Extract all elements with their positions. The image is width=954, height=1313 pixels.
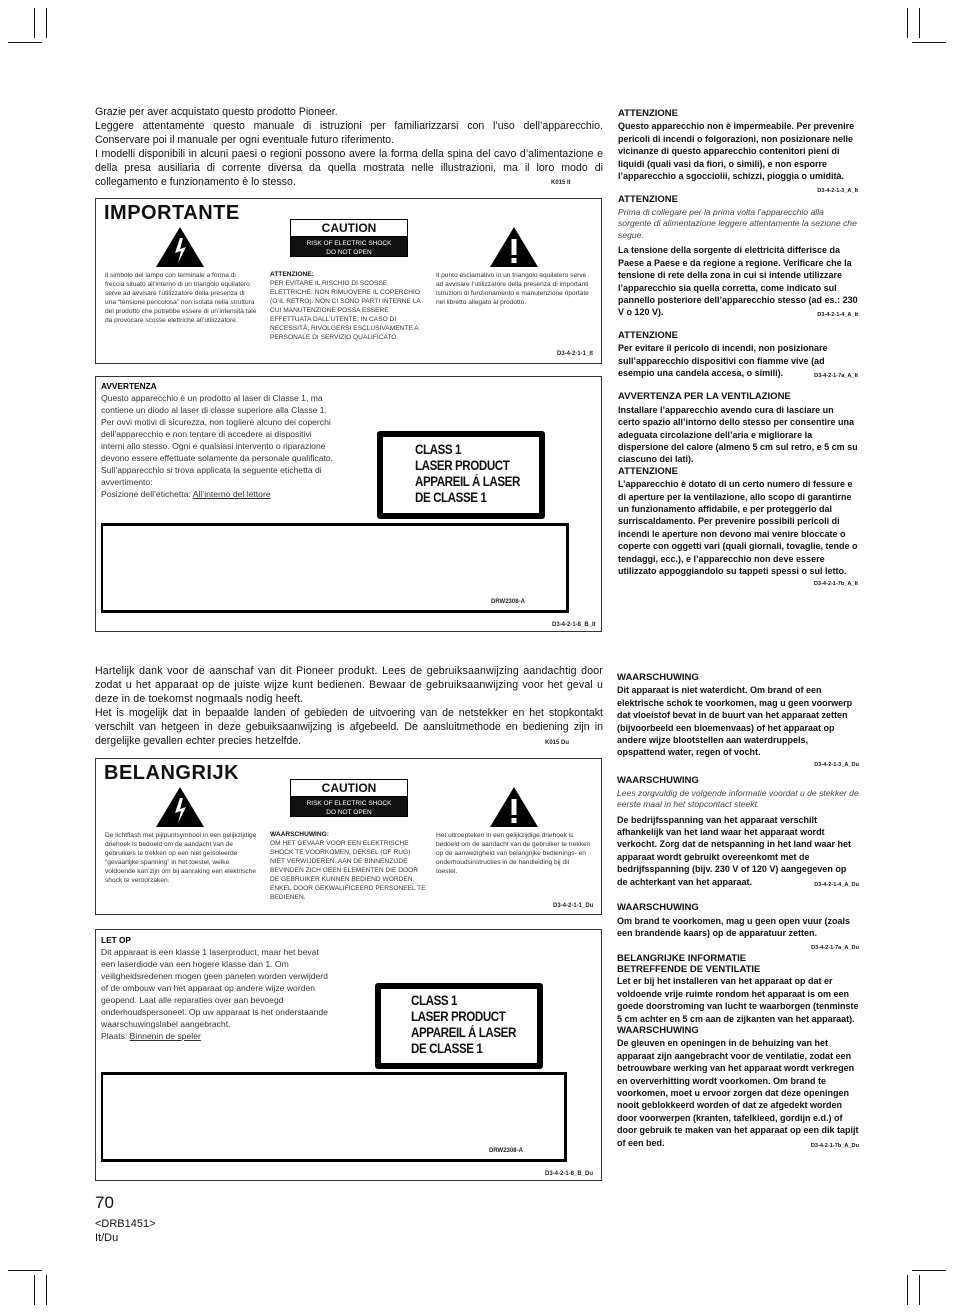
notice-block [617, 902, 859, 952]
important-title: BELANGRIJK [104, 762, 240, 784]
right-column-du [617, 672, 859, 1152]
laser-warning-box [95, 929, 602, 1181]
laser-warning-box [95, 376, 602, 632]
crop-mark [919, 8, 920, 38]
notice-title: WAARSCHUWING [617, 775, 699, 787]
intro-paragraph: I modelli disponibili in alcuni paesi o regioni possono avere la forma della spina del cavo d’alimentazione e della presa ausiliaria di corrente diversa da quella mostrata nelle illustrazioni, ma il loro modo di collegamento e funzionamento è lo stesso. [95, 148, 603, 188]
reference-code: D3-4-2-1-7a_A_It [814, 373, 858, 379]
crop-mark [46, 8, 47, 38]
lightning-triangle-icon [154, 225, 206, 269]
label-position-value: Binnenin de speler [129, 1031, 201, 1041]
caution-explanation-title: ATTENZIONE: [270, 271, 314, 278]
exclamation-explanation: Il punto esclamativo in un triangolo equilatero serve ad avvisare l’utilizzatore della presenza di importanti istruzioni di funzionamento e manutenzione riportate nel libretto allegato al prodotto. [436, 272, 589, 306]
notice-body: Per evitare il pericolo di incendi, non posizionare sull’apparecchio dispositivi con fiamme vive (ad esempio una candela accesa, o simili). D3-4-2-1-7a_A_It [618, 342, 858, 379]
reference-code: D3-4-2-1-3_A_Du [814, 761, 859, 768]
crop-mark [907, 8, 908, 38]
crop-mark [46, 1275, 47, 1305]
laser-label-line: APPAREIL Á LASER [411, 1025, 516, 1040]
notice-body: Dit apparaat is niet waterdicht. Om brand of een elektrische schok te voorkomen, mag u geen voorwerp dat vloeistof bevat in de buurt van het apparaat zetten (bijvoorbeeld een bloemenvaas) of het apparaat op andere wijze blootstellen aan waterdruppels, opspattend water, regen of vocht. [617, 685, 853, 758]
notice-title: ATTENZIONE [618, 108, 678, 119]
class1-laser-label [375, 983, 543, 1069]
laser-label-line: LASER PRODUCT [415, 458, 510, 473]
label-code: DRW2308-A [489, 1148, 523, 1154]
laser-label-line: DE CLASSE 1 [415, 490, 487, 505]
crop-mark [34, 1275, 35, 1305]
model-code: <DRB1451> [95, 1218, 156, 1230]
reference-code: D3-4-2-1-8_B_Du [545, 1171, 594, 1177]
reference-code: D3-4-2-1-7a_A_Du [811, 945, 859, 952]
lightning-explanation: De lichtflash met pijlpuntsymbool in een gelijkzijdige driehoek is bedoeld om de aandacht van de gebruikers te trekken op een niet geïsoleerde “gevaarlijke spanning” in het toestel, welke voldoende kan zijn om bij aanraking een elektrische shock te veroorzaken. [105, 832, 257, 884]
caution-explanation-text: OM HET GEVAAR VOOR EEN ELEKTRISCHE SHOCK TE VOORKOMEN, DEKSEL (OF RUG) NIET VERWIJDEREN. AAN DE BINNENZIJDE BEVINDEN ZICH GEEN ELEMENTEN DIE DOOR DE GEBRUIKER KUNNEN BEDIEND WORDEN. ENKEL DOOR GEKWALIFICEERD PERSONEEL TE BEDIENEN. [270, 840, 426, 901]
exclamation-triangle-icon [488, 225, 540, 269]
caution-subtitle [291, 237, 407, 256]
notice-body: De bedrijfsspanning van het apparaat verschilt afhankelijk van het land waar het apparaat wordt verkocht. Zorg dat de netspanning in het land waar het apparaat wordt gebruikt overeenkomt met de bedrijfsspanning (bijv. 230 V of 120 V) aangegeven op de achterkant van het apparaat. D3-4-2-1-4_A_Du [617, 814, 859, 888]
laser-warning-text [101, 380, 336, 500]
caution-sub1: RISK OF ELECTRIC SHOCK [306, 800, 392, 807]
notice-body: L’apparecchio è dotato di un certo numero di fessure e di aperture per la ventilazione, allo scopo di garantirne un funzionamento affidabile, e per proteggerlo dal surriscaldamento. Per prevenire possibili pericoli di incendi le aperture non devono mai venire bloccate o coperte con oggetti vari (quali giornali, tovaglie, tende o tendaggi, ecc.), e l’apparecchio non deve essere utilizzato appoggiandolo su tappeti spessi o sul letto. [618, 479, 858, 577]
reference-code: D3-4-2-1-1_It [557, 351, 594, 357]
caution-explanation [270, 830, 426, 902]
lightning-explanation: Il simbolo del lampo con terminale a forma di freccia situato all’interno di un triangolo equilatero serve ad avvisare l’utilizzatore della presenza di una “tensione pericolosa” non isolata nella struttura del prodotto che potrebbe essere di un’intensità tale da provocare scosse elettriche all’utilizzatore. [105, 272, 257, 324]
notice-block [617, 672, 859, 771]
reference-code: K015 Du [545, 740, 570, 746]
label-position-value: All’interno del lettore [192, 489, 271, 499]
notice-body: De gleuven en openingen in de behuizing van het apparaat zijn aangebracht voor de ventilatie, zodat een betrouwbare werking van het apparaat wordt verkregen en oververhitting wordt voorkomen. Om brand te voorkomen, moet u ervoor zorgen dat deze openingen nooit geblokkeerd worden of dat ze afgedekt worden door voorwerpen (kranten, tafelkleed, gordijn e.d.) of door gebruik te maken van het apparaat op een dik tapijt of een bed. D3-4-2-1-7b_A_Du [617, 1037, 859, 1149]
label-code: DRW2308-A [491, 599, 525, 605]
important-title: IMPORTANTE [104, 202, 240, 224]
notice-body: Installare l’apparecchio avendo cura di lasciare un certo spazio all’intorno dello stesso per consentire una adeguata circolazione dell’aria e migliorare la dispersione del calore (almeno 5 cm sul retro, e 5 cm su ciascuno dei lati). [618, 404, 858, 465]
notice-title: WAARSCHUWING [617, 902, 699, 914]
notice-title: AVVERTENZA PER LA VENTILAZIONE [618, 391, 791, 403]
crop-mark [8, 42, 42, 43]
laser-warning-body: Questo apparecchio è un prodotto al laser di Classe 1, ma contiene un diodo al laser di classe superiore alla Classe 1. Per ovvi motivi di sicurezza, non togliere alcuno dei coperchi dell’apparecchio e non tentare di accedere ai dispositivi interni allo stesso. Ogni e qualsiasi intervento o riparazione devono essere effettuate solamente da personale qualificato. Sull’apparecchio si trova applicata la seguente etichetta di avvertimento: [101, 393, 334, 487]
laser-label-line: APPAREIL Á LASER [415, 474, 520, 489]
reference-code: D3-4-2-1-4_A_Du [814, 881, 859, 888]
laser-warning-title: LET OP [101, 935, 131, 945]
notice-body: La tensione della sorgente di elettricità differisce da Paese a Paese e da regione a regione. Verificare che la tensione di rete della zona in cui si intende utilizzare l’apparecchio sia quella corretta, come indicato sul pannello posteriore dell’apparecchio stesso (ad es.: 230 V o 120 V). D3-4-2-1-4_A_It [618, 244, 858, 318]
notice-title: ATTENZIONE [618, 465, 678, 477]
notice-block [617, 1025, 859, 1149]
caution-sub2: DO NOT OPEN [326, 809, 372, 816]
notice-intro: Prima di collegare per la prima volta l’apparecchio alla sorgente di alimentazione leggere attentamente la sezione che segue. [618, 206, 857, 240]
caution-explanation [270, 270, 422, 342]
exclamation-triangle-icon [488, 785, 540, 829]
caution-sub2: DO NOT OPEN [326, 249, 372, 256]
label-position-label: Plaats: [101, 1031, 128, 1041]
notice-title: WAARSCHUWING [617, 1024, 699, 1036]
notice-title: WAARSCHUWING [617, 672, 699, 683]
caution-label [290, 219, 408, 257]
notice-block [618, 466, 858, 590]
laser-label-line: CLASS 1 [415, 442, 462, 457]
intro-paragraph: Het is mogelijk dat in bepaalde landen of gebieden de uitvoering van de netstekker en het stopkontakt verschilt van hetgeen in deze gebuiksaanwijzing is afgebeeld. De aansluitmethode en bediening zijn in dergelijke gevallen echter precies hetzelfde. [95, 707, 603, 747]
caution-explanation-text: PER EVITARE IL RISCHIO DI SCOSSE ELETTRICHE, NON RIMUOVERE IL COPERCHIO (O IL RETRO). NON CI SONO PARTI INTERNE LA CUI MANUTENZIONE POSSA ESSERE EFFETTUATA DALL’UTENTE. IN CASO DI NECESSITÀ, RIVOLGERSI ESCLUSIVAMENTE A PERSONALE DI SERVIZIO QUALIFICATO. [270, 280, 421, 341]
crop-mark [34, 8, 35, 38]
laser-warning-text [101, 934, 334, 1042]
caution-subtitle [291, 797, 407, 816]
notice-block [618, 194, 858, 318]
notice-block [618, 108, 858, 195]
intro-it [95, 105, 603, 189]
laser-label-line: DE CLASSE 1 [411, 1041, 483, 1056]
crop-mark [907, 1275, 908, 1305]
notice-body: Questo apparecchio non è impermeabile. Per prevenire pericoli di incendi o folgorazioni, non posizionare nelle vicinanze di questo apparecchio contenitori pieni di liquidi (quali vasi da fiori, o simili), e non esporre l’apparecchio a sgocciolii, schizzi, pioggia o umidità. D3-4-2-1-3_A_It [618, 120, 858, 182]
intro-paragraph: Leggere attentamente questo manuale di istruzioni per familiarizzarsi con l’uso dell’apparecchio. Conservare poi il manuale per ogni eventuale futuro riferimento. [95, 120, 603, 146]
notice-body: Om brand te voorkomen, mag u geen open vuur (zoals een brandende kaars) op de apparatuur zetten. D3-4-2-1-7a_A_Du [617, 915, 859, 940]
caution-label [290, 779, 408, 817]
label-position-label: Posizione dell’etichetta: [101, 489, 191, 499]
caution-sub1: RISK OF ELECTRIC SHOCK [306, 240, 392, 247]
right-column-it [618, 108, 858, 590]
class1-laser-label [377, 431, 545, 519]
laser-warning-body: Dit apparaat is een klasse 1 laserproduct, maar het bevat een laserdiode van een hogere klasse dan 1. Om veiligheidsredenen mogen geen panelen worden verwijderd of de ombouw van het apparaat op andere wijze worden geopend. Laat alle reparaties over aan bevoegd onderhoudspersoneel. Op uw apparaat is het onderstaande waarschuwingslabel aangebracht. [101, 947, 328, 1029]
intro-du [95, 664, 603, 748]
important-box [95, 758, 602, 915]
notice-block [617, 953, 859, 1025]
reference-code: D3-4-2-1-4_A_It [817, 312, 858, 319]
notice-block [617, 775, 859, 888]
notice-block [618, 391, 858, 465]
intro-paragraph: Hartelijk dank voor de aanschaf van dit Pioneer produkt. Lees de gebruiksaanwijzing aandachtig door zodat u het apparaat op de juiste wijze kunt bedienen. Bewaar de gebruiksaanwijzing voor het geval u deze in de toekomst nogmaals nodig heeft. [95, 665, 603, 705]
reference-code: D3-4-2-1-7b_A_Du [810, 1142, 859, 1149]
crop-mark [912, 1270, 946, 1271]
notice-title: ATTENZIONE [618, 194, 678, 206]
laser-warning-title: AVVERTENZA [101, 381, 157, 391]
intro-paragraph: Grazie per aver acquistato questo prodotto Pioneer. [95, 106, 338, 118]
laser-label-line: CLASS 1 [411, 993, 458, 1008]
notice-block [618, 330, 858, 380]
reference-code: K015 It [551, 180, 571, 186]
language-code: It/Du [95, 1232, 119, 1244]
notice-title: BELANGRIJKE INFORMATIE BETREFFENDE DE VENTILATIE [617, 953, 761, 976]
reference-code: D3-4-2-1-1_Du [553, 903, 594, 909]
caution-title: CAUTION [291, 220, 407, 237]
laser-label-line: LASER PRODUCT [411, 1009, 506, 1024]
caution-title: CAUTION [291, 780, 407, 797]
notice-title: ATTENZIONE [618, 329, 678, 341]
exclamation-explanation: Het uitroepteken in een gelijkzijdige driehoek is bedoeld om de aandacht van de gebruiker te trekken op de aanwezigheid van belangrijke bedienings- en onderhoudsinstructies in de handleiding bij dit toestel. [436, 832, 591, 875]
important-box [95, 198, 602, 364]
crop-mark [919, 1275, 920, 1305]
page-number: 70 [95, 1193, 114, 1212]
caution-explanation-title: WAARSCHUWING: [270, 831, 329, 838]
reference-code: D3-4-2-1-8_B_It [552, 622, 596, 628]
notice-body: Let er bij het installeren van het apparaat op dat er voldoende vrije ruimte rondom het apparaat is om een goede doorstroming van lucht te waarborgen (tenminste 5 cm achter en 5 cm aan de zijkanten van het apparaat). [617, 976, 859, 1024]
crop-mark [8, 1270, 42, 1271]
reference-code: D3-4-2-1-7b_A_It [813, 580, 858, 587]
lightning-triangle-icon [154, 785, 206, 829]
crop-mark [912, 42, 946, 43]
notice-intro: Lees zorgvuldig de volgende informatie voordat u de stekker de eerste maal in het stopcontact steekt. [617, 787, 859, 810]
reference-code: D3-4-2-1-3_A_It [817, 188, 858, 195]
